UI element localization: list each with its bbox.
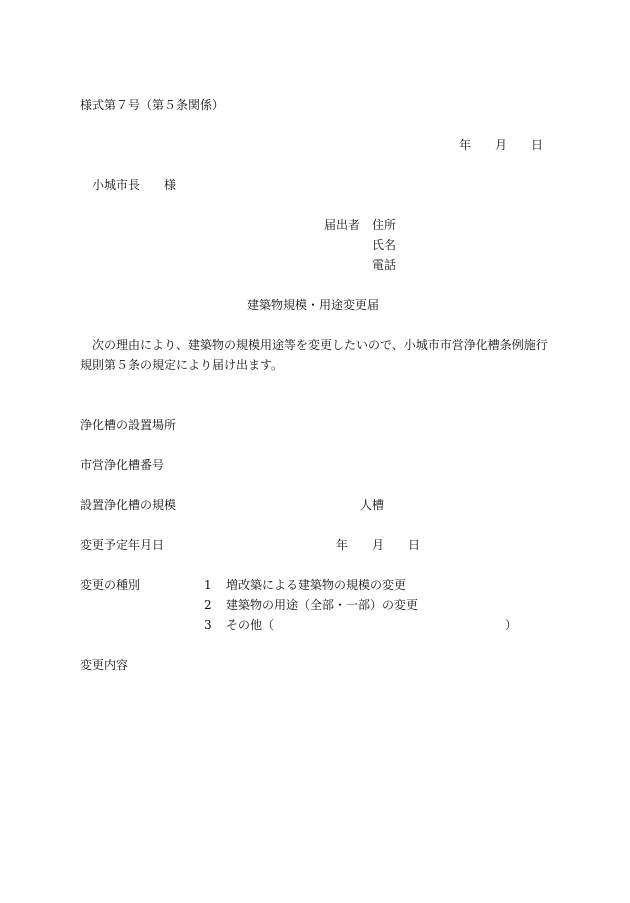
change-date-year: 年 xyxy=(336,538,349,552)
change-date-month: 月 xyxy=(372,538,385,552)
date-month: 月 xyxy=(495,138,508,152)
change-type-3-num: 3 xyxy=(204,618,212,632)
applicant-label: 届出者 xyxy=(324,218,361,232)
change-date-label: 変更予定年月日 xyxy=(80,538,165,552)
document-title: 建築物規模・用途変更届 xyxy=(247,298,380,312)
applicant-name-label: 氏名 xyxy=(372,238,397,252)
change-content-label: 変更内容 xyxy=(80,658,129,672)
date-day: 日 xyxy=(531,138,544,152)
change-type-2-text: 建築物の用途（全部・一部）の変更 xyxy=(226,598,419,612)
addressee: 小城市長 様 xyxy=(92,178,177,192)
change-type-label: 変更の種別 xyxy=(80,578,141,592)
change-type-1-text: 増改築による建築物の規模の変更 xyxy=(226,578,407,592)
location-label: 浄化槽の設置場所 xyxy=(80,418,177,432)
applicant-address-label: 住所 xyxy=(372,218,397,232)
scale-unit: 人槽 xyxy=(360,498,385,512)
change-type-2-num: 2 xyxy=(204,598,212,612)
number-label: 市営浄化槽番号 xyxy=(80,458,165,472)
body-line-1: 次の理由により、建築物の規模用途等を変更したいので、小城市市営浄化槽条例施行 xyxy=(92,338,548,352)
change-type-3-text: その他（ xyxy=(226,618,275,632)
change-date-day: 日 xyxy=(408,538,421,552)
date-year: 年 xyxy=(459,138,472,152)
form-number: 様式第７号（第５条関係） xyxy=(80,98,225,112)
applicant-phone-label: 電話 xyxy=(372,258,397,272)
body-line-2: 規則第５条の規定により届け出ます。 xyxy=(80,358,284,372)
change-type-3-close: ） xyxy=(505,618,518,632)
change-type-1-num: 1 xyxy=(204,578,212,592)
scale-label: 設置浄化槽の規模 xyxy=(80,498,177,512)
